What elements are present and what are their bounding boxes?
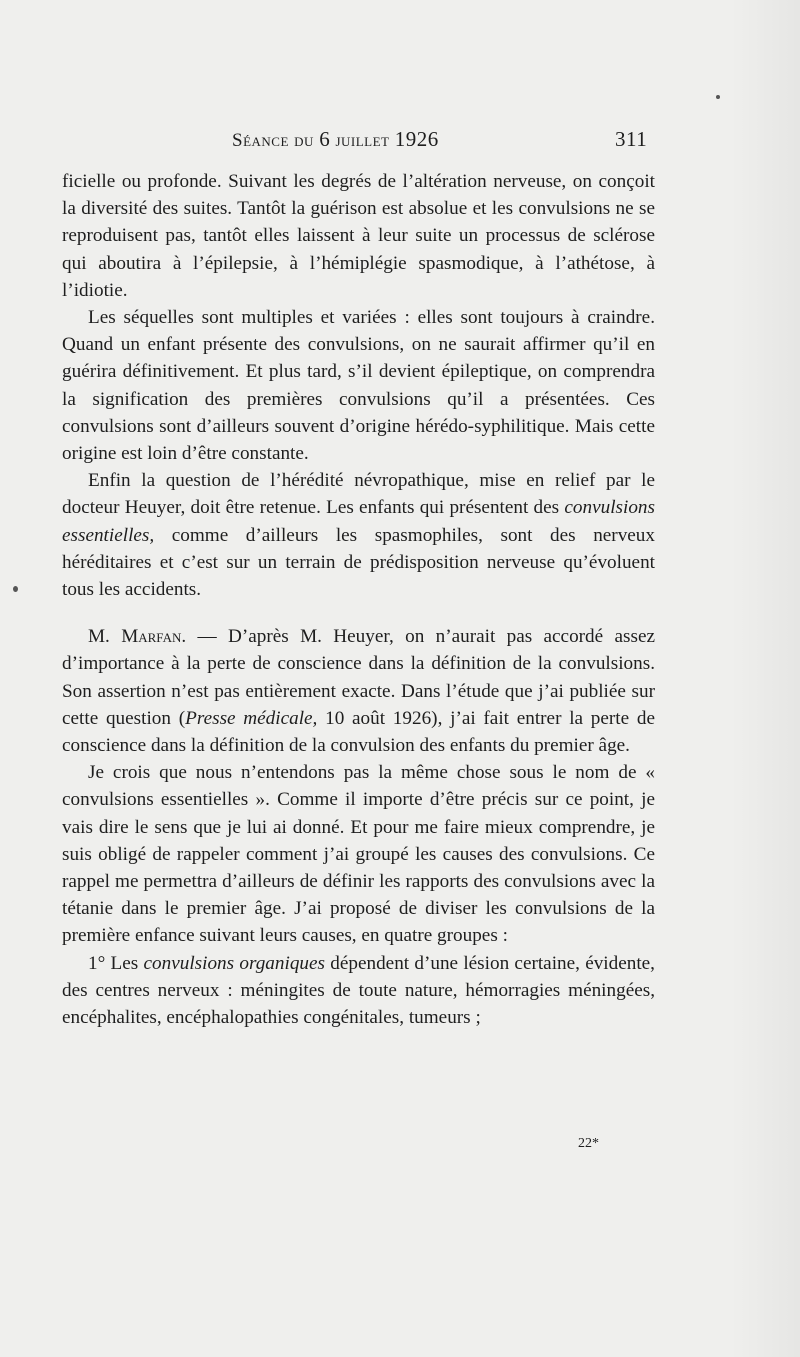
paragraph-3-end: comme d’ailleurs les spasmophiles, sont des nerveux héréditaires et c’est sur un terrain de prédisposition nerveuse qu’évoluent tous les accidents. xyxy=(62,524,655,601)
header-day: 6 xyxy=(319,127,331,151)
paragraph-6 xyxy=(62,950,655,1032)
paragraph-3 xyxy=(62,467,655,603)
running-header xyxy=(232,127,652,152)
speaker-name: M. Marfan. xyxy=(88,626,187,648)
paragraph-6-end: dépendent d’une lésion certaine, évidente, des centres nerveux : méningites de toute nature, hémorragies méningées, encéphalites, encéphalopathies congénitales, tumeurs ; xyxy=(62,952,655,1029)
header-year: 1926 xyxy=(394,127,439,151)
paragraph-3-start: Enfin la question de l’hérédité névropathique, mise en relief par le docteur Heuyer, doit être retenue. Les enfants qui présentent des xyxy=(62,470,655,519)
paragraph-4-end: 10 août 1926), j’ai fait entrer la perte de conscience dans la définition de la convulsion des enfants du premier âge. xyxy=(62,707,655,757)
ink-speck xyxy=(13,586,18,592)
paragraph-4-italic: Presse médicale, xyxy=(185,707,318,729)
ink-speck xyxy=(716,95,720,99)
header-month: juillet xyxy=(335,130,390,151)
page-number: 311 xyxy=(615,127,648,151)
paragraph-4 xyxy=(62,623,655,759)
page-edge-shadow xyxy=(730,0,800,1357)
paragraph-2: Les séquelles sont multiples et variées : elles sont toujours à craindre. Quand un enfant présente des convulsions, on ne saurait affirmer qu’il en guérira définitivement. Et plus tard, s’il devient épileptique, on comprendra la signification des premières convulsions qu’il a présentées. Ces convulsions sont d’ailleurs souvent d’origine hérédo-syphilitique. Mais cette origine est loin d’être constante. xyxy=(62,307,655,465)
paragraph-1: ficielle ou profonde. Suivant les degrés de l’altération nerveuse, on conçoit la diversité des suites. Tantôt la guérison est absolue et les convulsions ne se reproduisent pas, tantôt elles laissent à leur suite un processus de sclérose qui aboutira à l’épilepsie, à l’hémiplégie spasmodique, à l’athétose, à l’idiotie. xyxy=(62,171,655,301)
signature-mark: 22* xyxy=(578,1136,599,1151)
header-title: Séance du xyxy=(232,130,314,151)
paragraph-5: Je crois que nous n’entendons pas la même chose sous le nom de « convulsions essentielles ». Comme il importe d’être précis sur ce point, je vais dire le sens que je lui ai donné. Et pour me faire mieux comprendre, je suis obligé de rappeler comment j’ai groupé les causes des convulsions. Ce rappel me permettra d’ailleurs de définir les rapports des convulsions avec la tétanie dans le premier âge. J’ai proposé de diviser les convulsions de la première enfance suivant leurs causes, en quatre groupes : xyxy=(62,762,655,947)
paragraph-3-italic: convulsions essentielles, xyxy=(62,497,655,546)
paragraph-4-start: — D’après M. Heuyer, on n’aurait pas accordé assez d’importance à la perte de conscience dans la définition de la convulsions. Son assertion n’est pas entièrement exacte. Dans l’étude que j’ai publiée sur cette question ( xyxy=(62,626,655,729)
paragraph-6-italic: convulsions organiques xyxy=(143,952,325,974)
body-text xyxy=(62,168,655,1031)
paragraph-6-start: 1° Les xyxy=(88,952,144,974)
